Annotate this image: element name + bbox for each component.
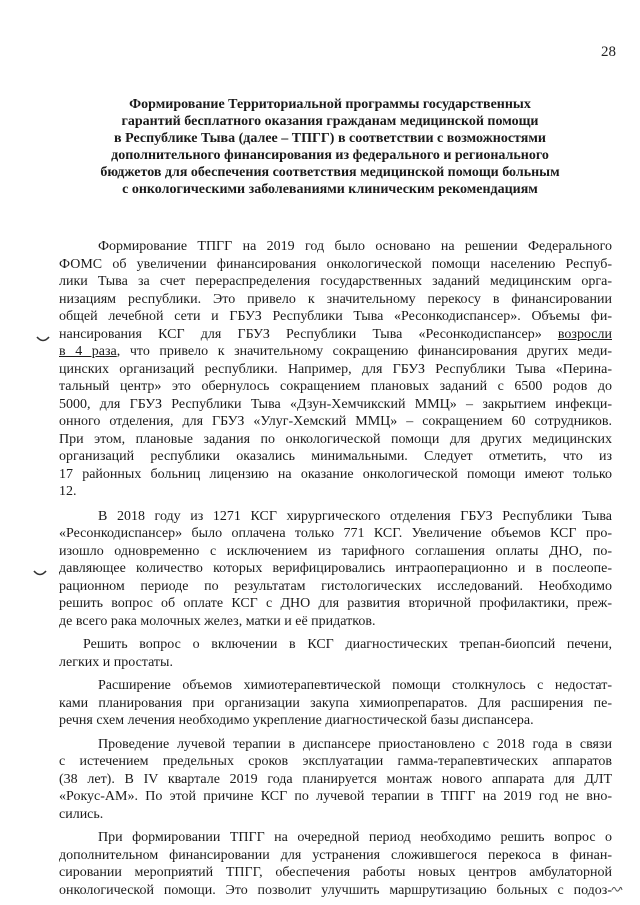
text-line: ками планирования при организации закупа химиопрепаратов. Для расширения пе- [59, 695, 612, 711]
text-line: 12. [59, 484, 77, 499]
paragraph [59, 636, 612, 671]
page-number: 28 [601, 44, 616, 60]
text-line: сились. [59, 806, 104, 822]
heading-line: в Республике Тыва (далее – ТПГГ) в соответствии с возможностями [114, 131, 546, 146]
text-line: тальный центр» это обернулось сокращением плановых заданий с 6500 родов до [59, 379, 612, 394]
paragraph [59, 736, 612, 824]
text-line: дополнительном финансировании для устранения сложившегося перекоса в финан- [59, 847, 612, 863]
text-line: «Рокус-АМ». По этой причине КСГ по лучевой терапии в ТПГГ на 2019 год не вно- [59, 789, 612, 804]
text-line: Расширение объемов химиотерапевтической помощи столкнулось с недостат- [98, 678, 612, 693]
margin-check-mark [33, 569, 47, 577]
text-line: При формировании ТПГГ на очередной период необходимо решить вопрос о [98, 830, 612, 845]
text-line: давляющее количество которых верифицировались интраоперационно и в послеопе- [59, 561, 612, 576]
body-text [59, 238, 612, 899]
heading-line: с онкологическими заболеваниями клиническим рекомендациям [122, 182, 538, 197]
text-line: цинских организаций республики. Например, для ГБУЗ Республики Тыва «Перина- [59, 361, 612, 377]
text-line: низациям республики. Это привело к значительному перекосу в финансировании [59, 291, 612, 307]
text-line: нансирования КСГ для ГБУЗ Республики Тыва «Ресонкодиспансер» возросли [59, 326, 612, 342]
text-line: Формирование ТПГГ на 2019 год было основано на решении Федерального [98, 239, 612, 254]
text-line: в 4 раза, что привело к значительному сокращению финансирования других меди- [59, 344, 612, 359]
heading-line: гарантий бесплатного оказания гражданам медицинской помощи [121, 114, 539, 129]
paragraph [59, 508, 612, 631]
paragraph [59, 829, 612, 899]
text-line: (38 лет). В IV квартале 2019 года планируется монтаж нового аппарата для ДЛТ [59, 771, 612, 787]
text-line: Решить вопрос о включении в КСГ диагностических трепан-биопсий печени, [83, 637, 612, 652]
heading-line: дополнительного финансирования из федерального и регионального [111, 148, 549, 163]
text-line: сировании мероприятий ТПГГ, обеспечения работы новых центров амбулаторной [59, 865, 612, 880]
heading-line: бюджетов для обеспечения соответствия медицинской помощи больным [100, 165, 560, 180]
text-line: При этом, плановые задания по онкологической помощи для других медицинских [59, 431, 612, 447]
text-line: 5000, для ГБУЗ Республики Тыва «Дзун-Хемчикский ММЦ» – закрытием инфекци- [59, 396, 612, 412]
heading-line: Формирование Территориальной программы государственных [129, 97, 531, 112]
underlined-phrase: возросли [557, 326, 612, 342]
paragraph [59, 677, 612, 730]
text-line: ФОМС об увеличении финансирования онкологической помощи населению Респуб- [59, 256, 612, 272]
paragraph [59, 238, 612, 501]
text-line: общей лечебной сети и ГБУЗ Республики Тыва «Ресонкодиспансер». Объемы фи- [59, 309, 612, 324]
text-line: организаций республики оказались минимальными. Следует отметить, что из [59, 449, 612, 464]
text-line: лики Тыва за счет перераспределения государственных заданий медицинским орга- [59, 274, 612, 289]
section-heading [60, 96, 600, 198]
text-line: решить вопрос об оплате КСГ с ДНО для развития вторичной профилактики, преж- [59, 596, 612, 611]
text-line: с истечением предельных сроков эксплуатации гамма-терапевтических аппаратов [59, 754, 612, 769]
corner-scribble-mark [611, 884, 623, 894]
text-line: онкологической помощи. Это позволит улучшить маршрутизацию больных с подоз- [59, 882, 612, 898]
margin-check-mark [36, 335, 50, 343]
text-line: «Ресонкодиспансер» было оплачена только 771 КСГ. Увеличение объемов КСГ про- [59, 526, 612, 541]
text-line: легких и простаты. [59, 654, 173, 670]
text-line: Проведение лучевой терапии в диспансере приостановлено с 2018 года в связи [98, 736, 612, 752]
text-line: изошло одновременно с исключением из тарифного соглашения оплаты ДНО, по- [59, 543, 612, 559]
text-line: де всего рака молочных желез, матки и её придатков. [59, 613, 376, 629]
text-line: рационном периоде по результатам гистологических исследований. Необходимо [59, 578, 612, 594]
text-line: речня схем лечения необходимо укрепление диагностической базы диспансера. [59, 713, 534, 728]
text-line: 17 районных больниц лицензию на оказание онкологической помощи имеют только [59, 466, 612, 482]
text-line: онного отделения, для ГБУЗ «Улуг-Хемский ММЦ» – сокращением 60 сотрудников. [59, 414, 612, 429]
underlined-phrase: в 4 раза [59, 344, 117, 359]
text-line: В 2018 году из 1271 КСГ хирургического отделения ГБУЗ Республики Тыва [98, 508, 612, 524]
